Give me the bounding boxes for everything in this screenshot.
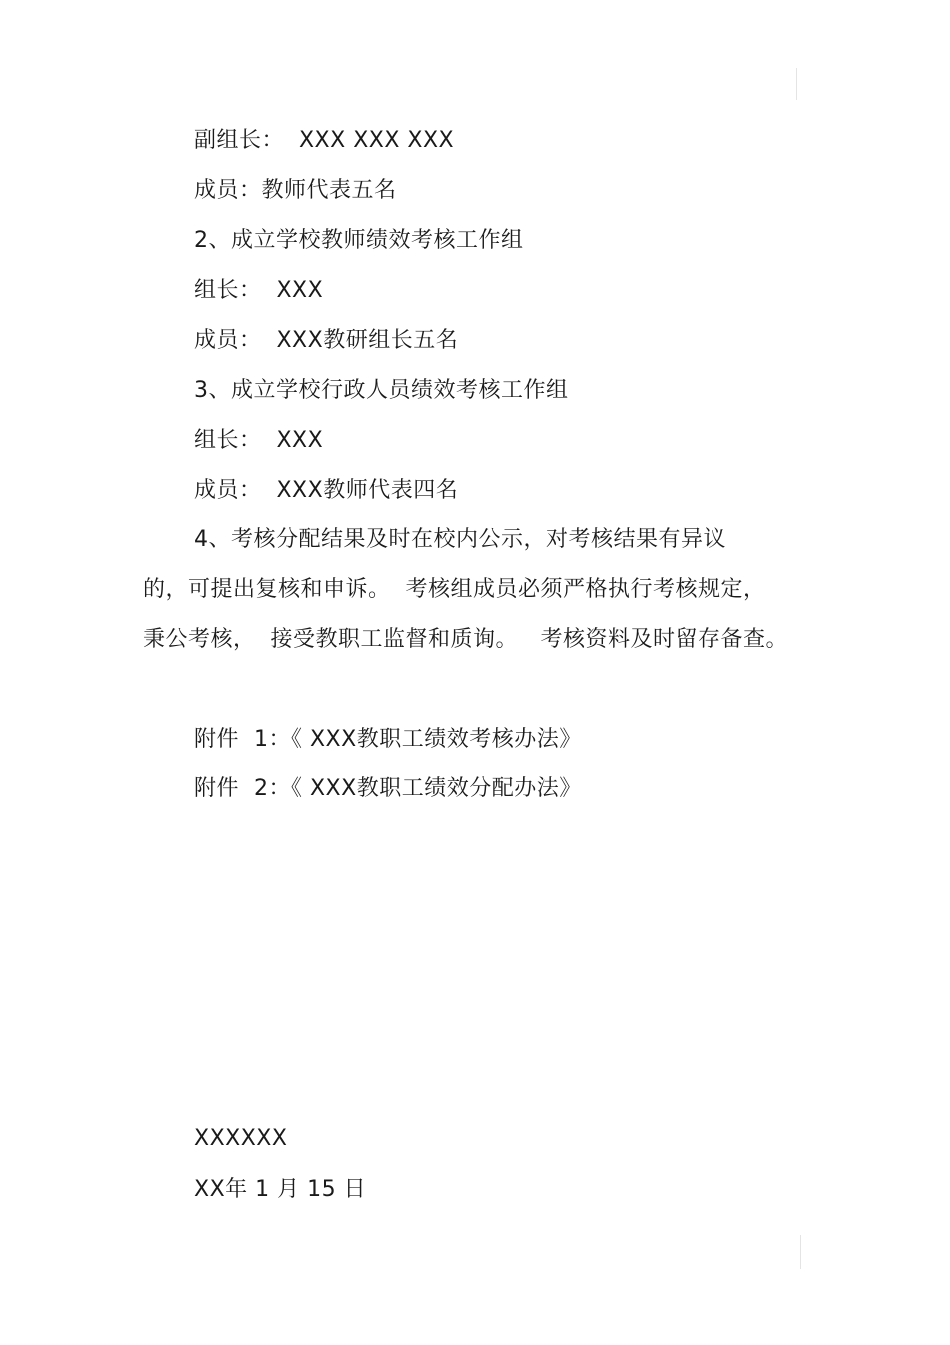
attachment-2-line: 附件 2：《 XXX教职工绩效分配办法》	[194, 776, 582, 801]
leader-line-2: 组长： XXX	[194, 278, 324, 303]
deputy-leader-line: 副组长： XXX XXX XXX	[194, 128, 455, 153]
item-4-paragraph-line-3: 秉公考核， 接受教职工监督和质询。 考核资料及时留存备查。	[143, 627, 788, 652]
members-line-1: 成员：教师代表五名	[194, 178, 397, 203]
item-2-heading: 2、成立学校教师绩效考核工作组	[194, 228, 524, 253]
item-4-paragraph-line-2: 的，可提出复核和申诉。 考核组成员必须严格执行考核规定，	[143, 577, 766, 602]
members-line-2: 成员： XXX教研组长五名	[194, 328, 459, 353]
page-edge-mark-bottom	[800, 1235, 801, 1269]
members-line-3: 成员： XXX教师代表四名	[194, 478, 459, 503]
leader-line-3: 组长： XXX	[194, 428, 324, 453]
signature-organization: XXXXXX	[194, 1126, 288, 1151]
item-3-heading: 3、成立学校行政人员绩效考核工作组	[194, 378, 569, 403]
page-edge-mark-top	[796, 68, 797, 100]
attachment-1-line: 附件 1：《 XXX教职工绩效考核办法》	[194, 727, 582, 752]
signature-date: XX年 1 月 15 日	[194, 1177, 367, 1202]
item-4-paragraph-line-1: 4、考核分配结果及时在校内公示，对考核结果有异议	[194, 527, 726, 552]
